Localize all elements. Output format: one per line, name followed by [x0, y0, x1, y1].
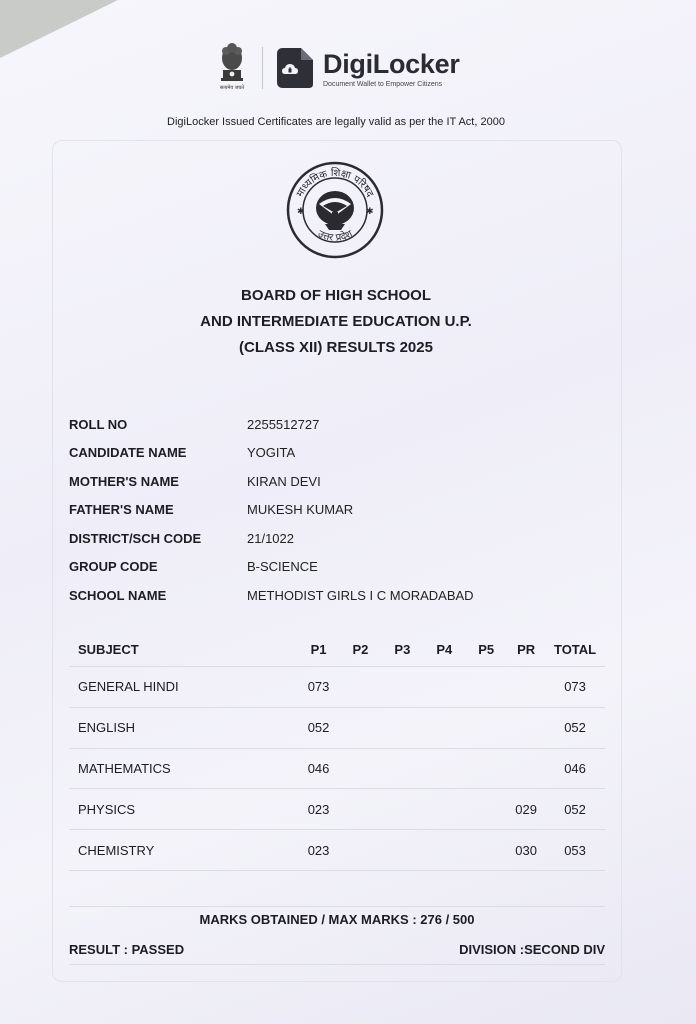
detail-row-mothers-name — [69, 467, 629, 496]
board-title — [0, 283, 672, 361]
header-logos — [210, 38, 460, 98]
p1-cell: 023 — [307, 801, 330, 817]
board-title-line-2: AND INTERMEDIATE EDUCATION U.P. — [200, 313, 472, 330]
detail-value: 2255512727 — [247, 416, 320, 432]
detail-label: GROUP CODE — [69, 559, 158, 575]
brand-tagline: Document Wallet to Empower Citizens — [323, 80, 443, 88]
national-emblem — [210, 40, 254, 96]
detail-label: DISTRICT/SCH CODE — [69, 530, 202, 546]
total-cell: 052 — [564, 801, 586, 817]
detail-value: 21/1022 — [247, 530, 294, 546]
seal-star-left-icon: ✱ — [297, 206, 305, 216]
table-row — [69, 708, 605, 749]
table-row — [69, 667, 605, 708]
total-cell: 046 — [564, 760, 586, 776]
column-header-p3: P3 — [394, 641, 411, 657]
result-status: RESULT : PASSED — [69, 942, 185, 957]
p1-cell: 052 — [307, 720, 330, 736]
marks-table-header — [69, 632, 605, 667]
column-header-p1: P1 — [310, 641, 327, 657]
detail-row-group-code — [69, 553, 629, 582]
board-seal — [285, 160, 385, 260]
brand-name: DigiLocker — [323, 48, 460, 79]
total-cell: 073 — [564, 679, 586, 695]
subject-cell: ENGLISH — [78, 720, 136, 736]
column-header-pr: PR — [517, 641, 536, 657]
detail-value: B-SCIENCE — [247, 559, 318, 575]
detail-value: YOGITA — [247, 445, 296, 461]
detail-row-fathers-name — [69, 496, 629, 525]
p1-cell: 046 — [307, 760, 330, 776]
total-cell: 052 — [564, 720, 586, 736]
svg-text:उत्तर प्रदेश — [316, 229, 355, 244]
seal-star-right-icon: ✱ — [366, 206, 374, 216]
column-header-p5: P5 — [478, 641, 495, 657]
digilocker-wordmark — [323, 49, 460, 88]
detail-value: MUKESH KUMAR — [247, 502, 354, 518]
pr-cell: 029 — [515, 801, 537, 817]
candidate-details — [69, 410, 629, 610]
table-row — [69, 749, 605, 790]
seal-bottom-text: उत्तर प्रदेश — [315, 228, 355, 244]
legal-validity-note: DigiLocker Issued Certificates are legally valid as per the IT Act, 2000 — [167, 116, 505, 128]
marks-table — [69, 632, 605, 871]
subject-cell: MATHEMATICS — [78, 760, 171, 776]
detail-label: SCHOOL NAME — [69, 587, 167, 603]
detail-value: METHODIST GIRLS I C MORADABAD — [247, 587, 474, 603]
subject-cell: PHYSICS — [78, 801, 136, 817]
subject-cell: CHEMISTRY — [78, 842, 155, 858]
scanned-corner — [0, 0, 118, 58]
total-cell: 053 — [564, 842, 586, 858]
detail-label: ROLL NO — [69, 416, 128, 432]
ashoka-emblem-icon — [217, 40, 247, 84]
column-header-total: TOTAL — [553, 641, 597, 657]
result-row — [69, 942, 605, 957]
detail-label: CANDIDATE NAME — [69, 445, 187, 461]
subject-cell: GENERAL HINDI — [78, 679, 179, 695]
p1-cell: 023 — [307, 842, 330, 858]
detail-row-district-sch-code — [69, 524, 629, 553]
detail-row-candidate-name — [69, 439, 629, 468]
bottom-divider — [69, 964, 605, 965]
table-row — [69, 830, 605, 871]
p1-cell: 073 — [307, 679, 330, 695]
digilocker-logo-icon — [271, 44, 319, 92]
board-title-line-1: BOARD OF HIGH SCHOOL — [241, 287, 431, 304]
board-title-line-3: (CLASS XII) RESULTS 2025 — [239, 339, 433, 356]
detail-label: MOTHER'S NAME — [69, 473, 179, 489]
division: DIVISION :SECOND DIV — [459, 942, 605, 957]
pr-cell: 030 — [515, 842, 537, 858]
marks-summary: MARKS OBTAINED / MAX MARKS : 276 / 500 — [199, 912, 475, 927]
seal-top-text: माध्यमिक शिक्षा परिषद — [294, 167, 376, 200]
column-header-p4: P4 — [436, 641, 453, 657]
column-header-subject: SUBJECT — [78, 641, 139, 657]
detail-row-roll-no — [69, 410, 629, 439]
table-row — [69, 789, 605, 830]
detail-label: FATHER'S NAME — [69, 502, 174, 518]
detail-value: KIRAN DEVI — [247, 473, 321, 489]
column-header-p2: P2 — [352, 641, 369, 657]
detail-row-school-name — [69, 581, 629, 610]
summary-divider — [69, 906, 605, 907]
emblem-caption: सत्यमेव जयते — [219, 85, 245, 91]
logo-divider — [262, 47, 263, 89]
